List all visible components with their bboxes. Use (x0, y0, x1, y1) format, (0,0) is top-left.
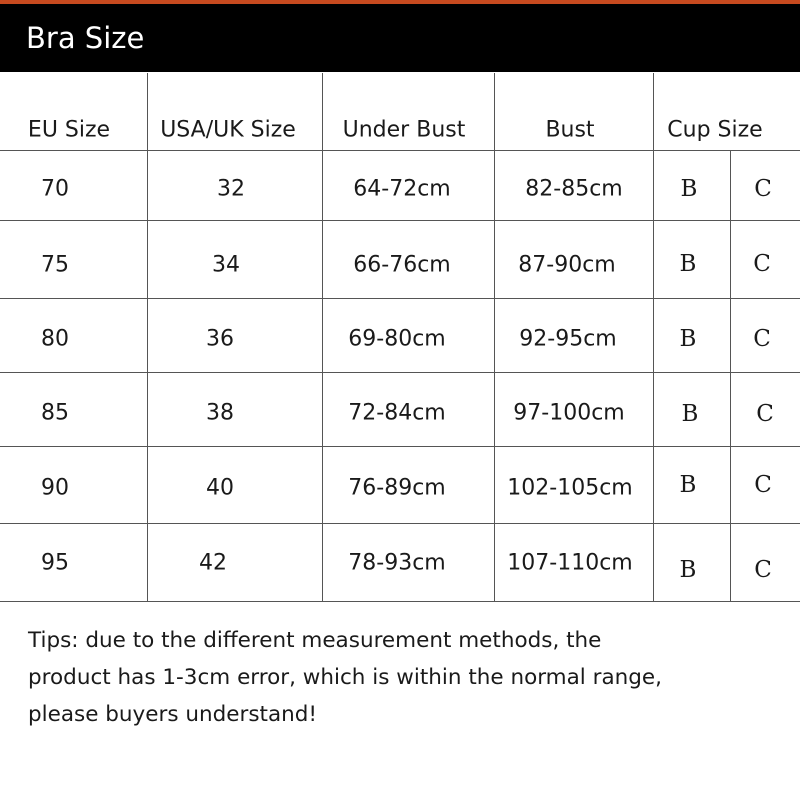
table-cell-cup-c: C (756, 401, 774, 427)
table-cell-cup-b: B (681, 401, 699, 427)
page-title: Bra Size (0, 4, 800, 72)
table-cell-cup-b: B (679, 251, 697, 277)
table-cell-under-bust: 66-76cm (353, 252, 451, 278)
table-cell-eu: 80 (41, 326, 69, 352)
header-under-bust: Under Bust (342, 117, 466, 143)
row-divider (0, 523, 800, 524)
table-cell-usa-uk: 38 (206, 400, 234, 426)
cup-divider (730, 150, 731, 601)
table-cell-bust: 107-110cm (507, 550, 633, 576)
table-cell-eu: 95 (41, 550, 69, 576)
table-cell-cup-c: C (754, 176, 772, 202)
table-cell-eu: 70 (41, 176, 69, 202)
header-divider (0, 150, 800, 151)
column-divider (653, 73, 654, 601)
table-cell-cup-b: B (680, 176, 698, 202)
row-divider (0, 220, 800, 221)
tips-note (28, 622, 788, 733)
table-cell-eu: 85 (41, 400, 69, 426)
table-cell-under-bust: 72-84cm (348, 400, 446, 426)
tips-line: Tips: due to the different measurement methods, the (28, 628, 602, 653)
table-cell-under-bust: 64-72cm (353, 176, 451, 202)
table-cell-usa-uk: 32 (217, 176, 245, 202)
row-divider (0, 298, 800, 299)
row-divider (0, 446, 800, 447)
table-cell-cup-c: C (753, 251, 771, 277)
tips-line: please buyers understand! (28, 702, 318, 727)
table-cell-cup-c: C (754, 472, 772, 498)
header-usa-uk-size: USA/UK Size (160, 117, 296, 143)
table-cell-cup-c: C (753, 326, 771, 352)
table-cell-cup-b: B (679, 472, 697, 498)
table-cell-bust: 82-85cm (525, 176, 623, 202)
table-cell-cup-b: B (679, 557, 697, 583)
table-cell-eu: 90 (41, 475, 69, 501)
table-cell-bust: 102-105cm (507, 475, 633, 501)
column-divider (147, 73, 148, 601)
column-divider (322, 73, 323, 601)
row-divider (0, 372, 800, 373)
table-cell-eu: 75 (41, 252, 69, 278)
header-eu-size: EU Size (27, 117, 111, 143)
table-cell-cup-c: C (754, 557, 772, 583)
header-bust: Bust (545, 117, 595, 143)
table-cell-under-bust: 76-89cm (348, 475, 446, 501)
column-divider (494, 73, 495, 601)
table-cell-usa-uk: 34 (212, 252, 240, 278)
table-cell-under-bust: 69-80cm (348, 326, 446, 352)
table-cell-bust: 87-90cm (518, 252, 616, 278)
tips-line: product has 1-3cm error, which is within the normal range, (28, 665, 662, 690)
table-cell-bust: 97-100cm (513, 400, 625, 426)
header-cup-size: Cup Size (667, 117, 763, 143)
table-cell-bust: 92-95cm (519, 326, 617, 352)
table-cell-cup-b: B (679, 326, 697, 352)
table-cell-usa-uk: 42 (199, 550, 227, 576)
table-cell-under-bust: 78-93cm (348, 550, 446, 576)
table-cell-usa-uk: 36 (206, 326, 234, 352)
table-cell-usa-uk: 40 (206, 475, 234, 501)
table-bottom-rule (0, 601, 800, 602)
